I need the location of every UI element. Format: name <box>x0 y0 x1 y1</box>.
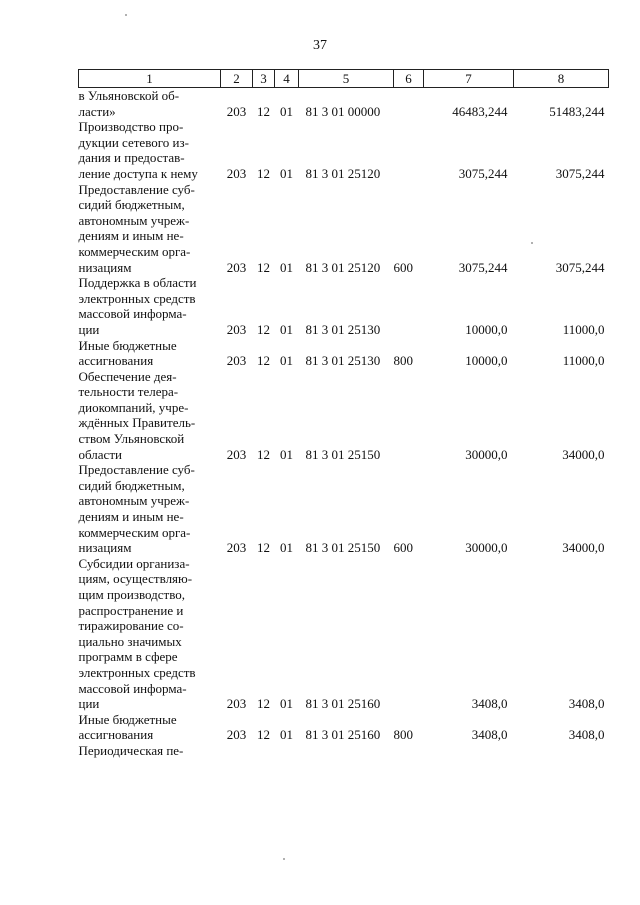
table-row <box>79 182 609 276</box>
row-value-cell <box>394 369 424 463</box>
row-value-cell: 11000,0 <box>562 353 605 369</box>
header-row <box>79 70 609 88</box>
row-value-cell: 12 <box>257 103 270 119</box>
row-value-cell: 203 <box>226 321 247 337</box>
row-value-cell: 01 <box>280 353 293 369</box>
row-value-cell: 81 3 01 25160 <box>305 727 381 743</box>
table-row <box>79 743 609 759</box>
row-value-cell: 10000,0 <box>465 353 508 369</box>
row-value-cell: 81 3 01 25120 <box>305 259 381 275</box>
row-value-cell <box>394 743 424 759</box>
table-row <box>79 556 609 712</box>
row-value-cell: 11000,0 <box>562 321 605 337</box>
row-value-cell: 203 <box>226 727 247 743</box>
row-value-cell: 01 <box>280 103 293 119</box>
row-value-cell: 800 <box>393 727 413 743</box>
row-value-cell: 600 <box>393 259 413 275</box>
scan-speck <box>125 14 127 16</box>
row-value-cell: 81 3 01 25130 <box>305 353 381 369</box>
header-cell: 4 <box>275 70 299 88</box>
row-value-cell: 30000,0 <box>465 446 508 462</box>
row-name-cell: Обеспечение дея- тельности телера- диокомпаний, учре- ждённых Правитель- ством Ульяновской области <box>78 368 196 462</box>
row-value-cell <box>424 743 514 759</box>
row-value-cell: 34000,0 <box>562 446 605 462</box>
header-cell: 6 <box>394 70 424 88</box>
row-value-cell <box>275 743 299 759</box>
row-value-cell: 01 <box>280 321 293 337</box>
row-value-cell: 203 <box>226 103 247 119</box>
row-value-cell: 81 3 01 25160 <box>305 696 381 712</box>
page-number: 37 <box>313 38 327 53</box>
row-name-cell: Предоставление суб- сидий бюджетным, автономным учреж- дениям и иным не- коммерческим орга- низациям <box>78 462 195 556</box>
row-value-cell <box>394 556 424 712</box>
table-header <box>79 70 609 88</box>
table-row <box>79 712 609 743</box>
row-value-cell <box>221 743 253 759</box>
row-value-cell <box>299 743 394 759</box>
row-value-cell <box>394 119 424 181</box>
row-value-cell: 51483,244 <box>549 103 605 119</box>
row-value-cell <box>394 275 424 337</box>
scan-speck <box>283 858 285 860</box>
table-row <box>79 338 609 369</box>
row-value-cell: 01 <box>280 540 293 556</box>
table-row <box>79 88 609 120</box>
row-name-cell: Иные бюджетные ассигнования <box>78 711 177 743</box>
row-value-cell: 3408,0 <box>471 727 508 743</box>
row-value-cell: 81 3 01 25130 <box>305 321 381 337</box>
row-value-cell: 01 <box>280 165 293 181</box>
row-value-cell: 3408,0 <box>568 727 605 743</box>
table-row <box>79 119 609 181</box>
row-value-cell: 800 <box>393 353 413 369</box>
row-name-cell: в Ульяновской об- ласти» <box>78 88 180 119</box>
row-value-cell: 01 <box>280 696 293 712</box>
scan-speck <box>531 242 533 244</box>
row-value-cell: 12 <box>257 353 270 369</box>
row-value-cell: 12 <box>257 446 270 462</box>
row-value-cell: 3075,244 <box>458 259 508 275</box>
header-cell: 3 <box>253 70 275 88</box>
table-row <box>79 275 609 337</box>
table-body <box>79 88 609 759</box>
row-value-cell <box>514 743 609 759</box>
row-value-cell: 81 3 01 00000 <box>305 103 381 119</box>
row-value-cell: 12 <box>257 696 270 712</box>
row-value-cell: 3408,0 <box>568 696 605 712</box>
row-value-cell: 12 <box>257 540 270 556</box>
row-value-cell: 3075,244 <box>555 165 605 181</box>
row-name-cell: Поддержка в области электронных средств массовой информа- ции <box>78 275 197 337</box>
row-value-cell: 600 <box>393 540 413 556</box>
row-value-cell: 01 <box>280 727 293 743</box>
row-value-cell: 46483,244 <box>452 103 508 119</box>
header-cell: 8 <box>514 70 609 88</box>
row-name-cell: Периодическая пе- <box>78 742 184 758</box>
row-value-cell: 203 <box>226 165 247 181</box>
row-value-cell: 10000,0 <box>465 321 508 337</box>
row-value-cell: 12 <box>257 259 270 275</box>
row-value-cell: 81 3 01 25120 <box>305 165 381 181</box>
table-row <box>79 462 609 556</box>
row-value-cell: 3075,244 <box>555 259 605 275</box>
row-value-cell: 203 <box>226 353 247 369</box>
row-value-cell: 3075,244 <box>458 165 508 181</box>
row-value-cell: 203 <box>226 259 247 275</box>
row-value-cell: 01 <box>280 259 293 275</box>
row-value-cell: 12 <box>257 321 270 337</box>
row-value-cell: 81 3 01 25150 <box>305 540 381 556</box>
row-value-cell: 01 <box>280 446 293 462</box>
budget-table <box>78 69 609 759</box>
header-cell: 2 <box>221 70 253 88</box>
row-name-cell: Иные бюджетные ассигнования <box>78 337 177 369</box>
row-value-cell: 81 3 01 25150 <box>305 446 381 462</box>
row-value-cell: 203 <box>226 696 247 712</box>
row-value-cell: 12 <box>257 165 270 181</box>
header-cell: 1 <box>79 70 221 88</box>
row-value-cell: 34000,0 <box>562 540 605 556</box>
row-value-cell <box>394 88 424 120</box>
row-value-cell: 203 <box>226 540 247 556</box>
header-cell: 5 <box>299 70 394 88</box>
row-value-cell: 3408,0 <box>471 696 508 712</box>
table-row <box>79 369 609 463</box>
row-name-cell: Предоставление суб- сидий бюджетным, автономным учреж- дениям и иным не- коммерческим орга- низациям <box>78 181 195 275</box>
row-value-cell <box>253 743 275 759</box>
row-name-cell: Субсидии организа- циям, осуществляю- щим производство, распространение и тиражирование со- циально значимых программ в сфере электронных средств массовой информа- ции <box>78 555 196 712</box>
row-value-cell: 203 <box>226 446 247 462</box>
row-value-cell: 30000,0 <box>465 540 508 556</box>
row-value-cell: 12 <box>257 727 270 743</box>
row-name-cell: Производство про- дукции сетевого из- дания и предостав- ление доступа к нему <box>78 119 198 181</box>
header-cell: 7 <box>424 70 514 88</box>
